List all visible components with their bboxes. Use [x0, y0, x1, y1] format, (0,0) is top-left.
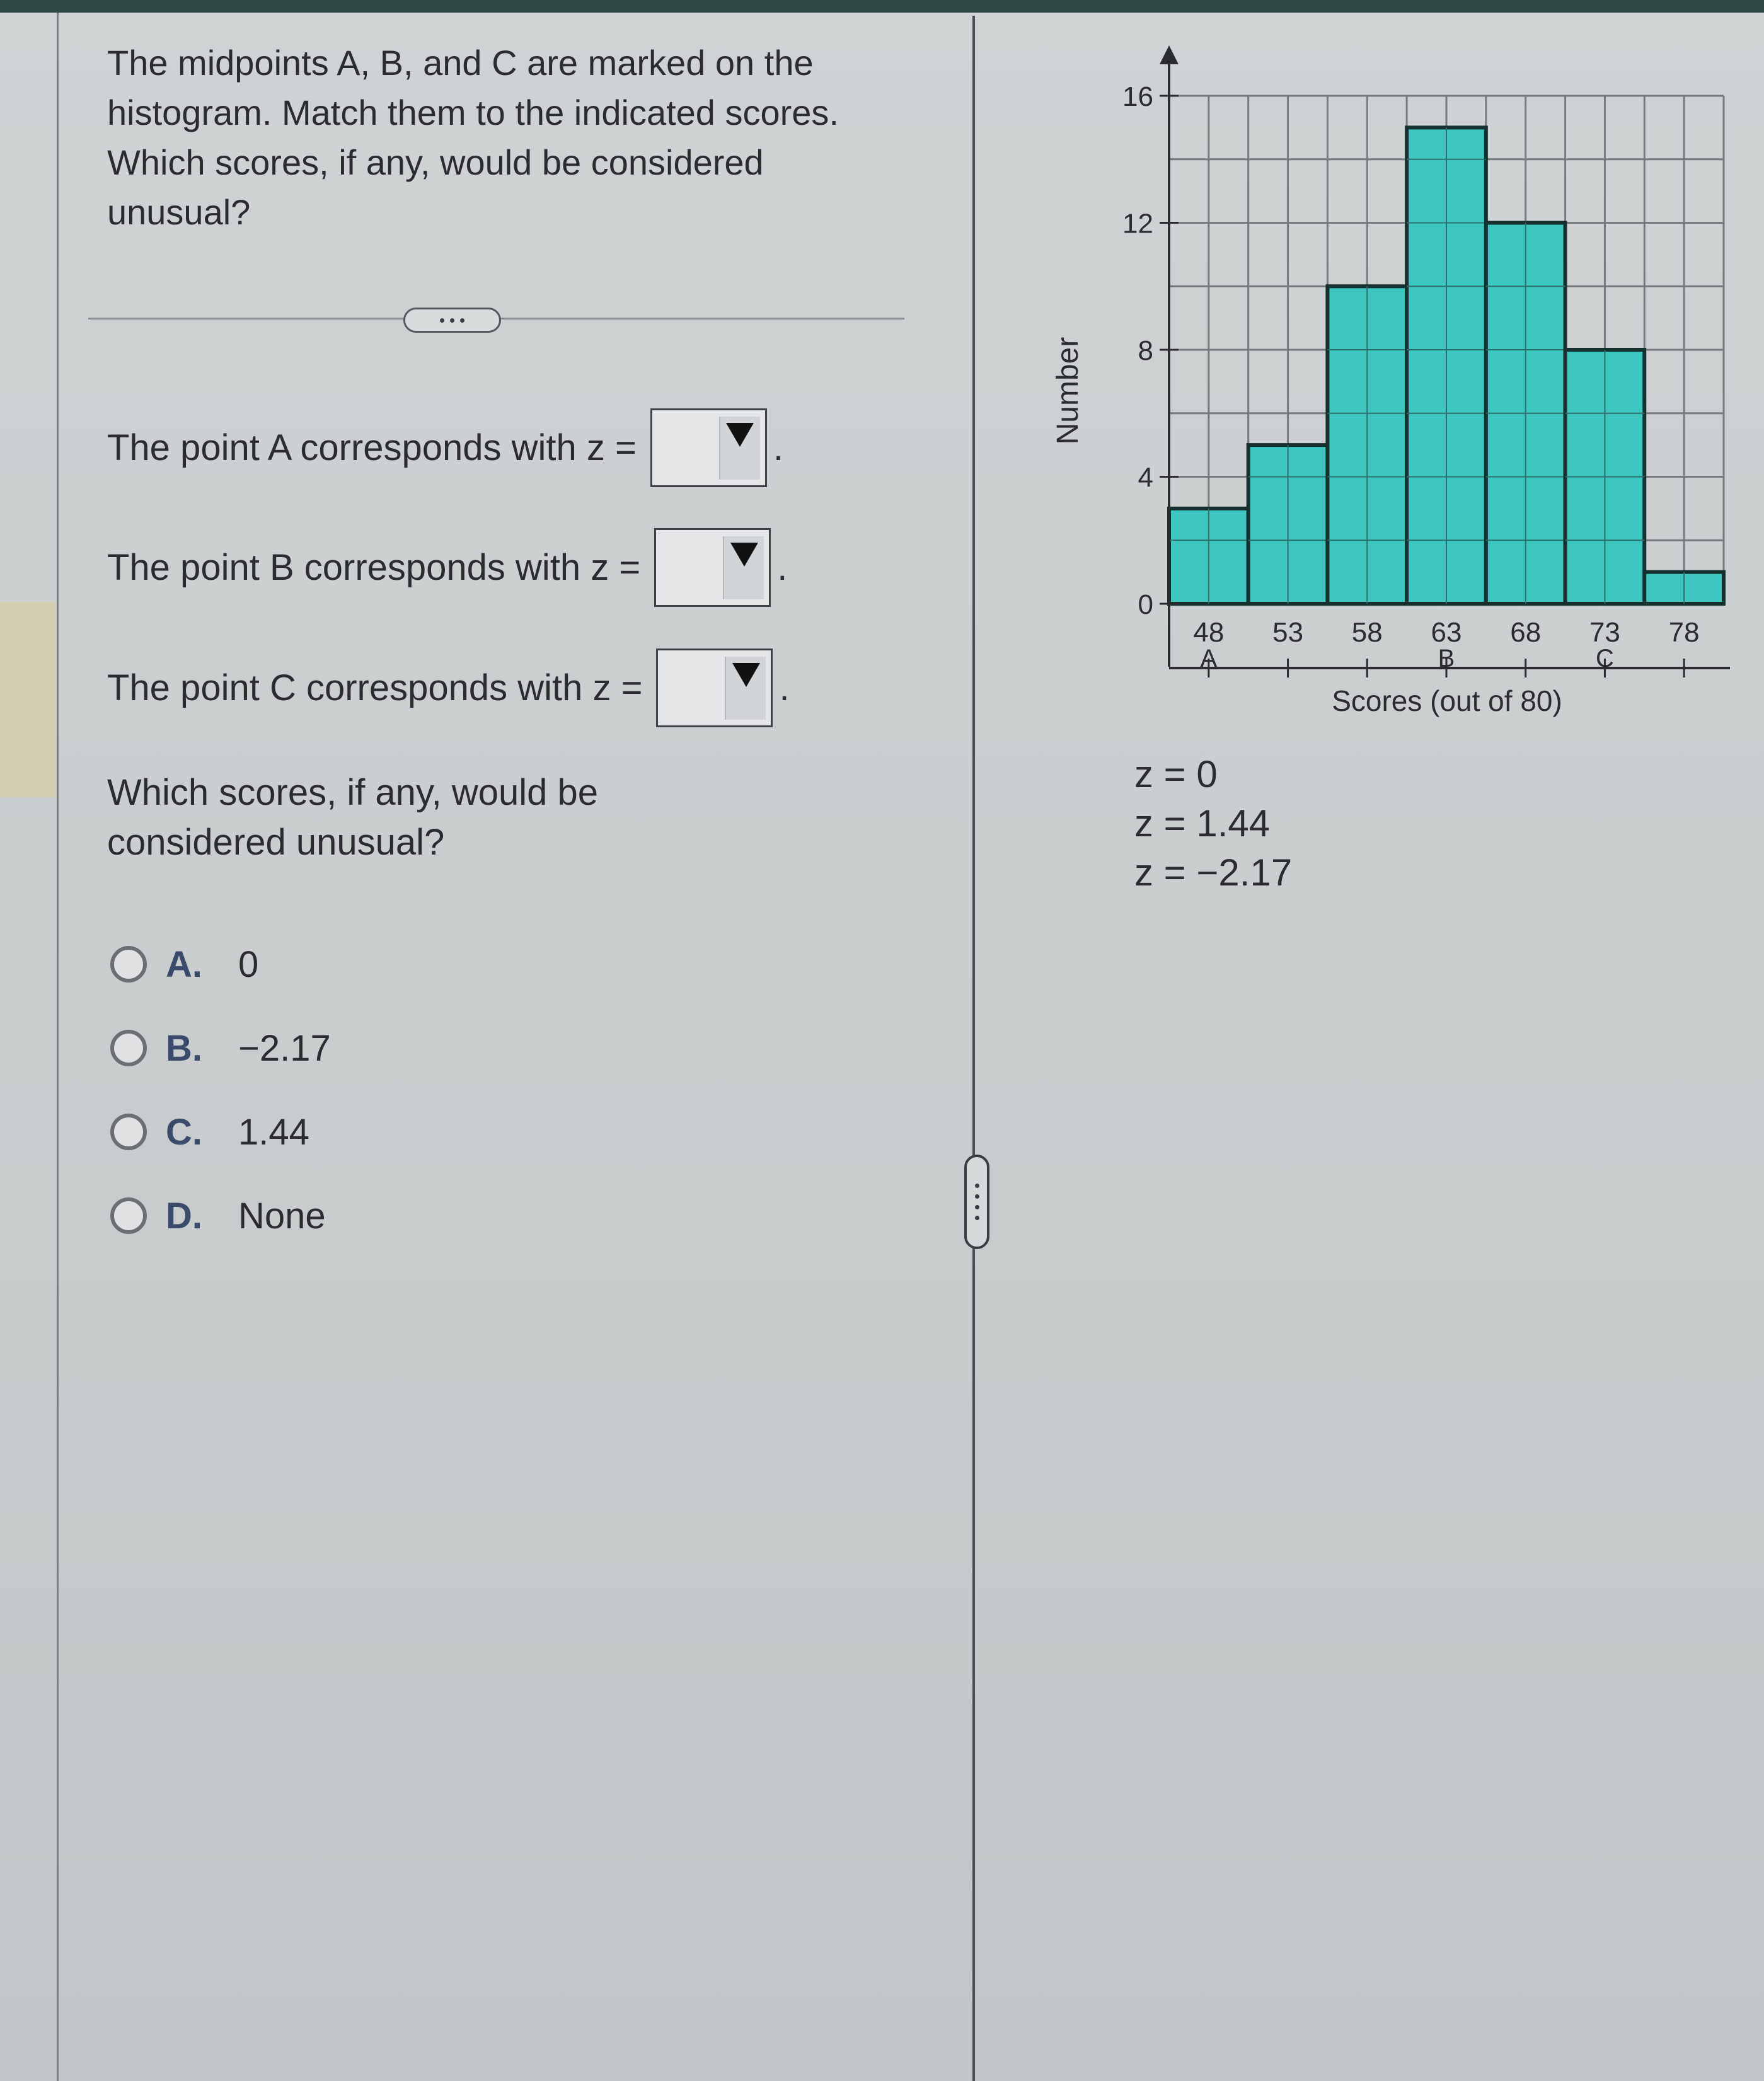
option-letter: D.	[166, 1195, 202, 1236]
expand-more-button[interactable]	[403, 308, 501, 333]
dropdown-arrow-icon[interactable]	[725, 657, 766, 720]
chart-bars	[1169, 127, 1724, 604]
x-tick-label: 78	[1668, 617, 1700, 648]
option-a[interactable]	[110, 939, 258, 989]
radio-button[interactable]	[110, 1197, 147, 1234]
z-row-c: The point C corresponds with z = .	[107, 647, 790, 729]
dot-icon	[440, 318, 444, 323]
unusual-question: Which scores, if any, would be considered unusual?	[107, 772, 599, 863]
z-row-a-label: The point A corresponds with z =	[107, 427, 637, 468]
dot-icon	[450, 318, 454, 323]
option-c[interactable]	[110, 1107, 309, 1157]
left-accent-strip	[0, 602, 55, 797]
option-value: 0	[238, 943, 259, 985]
option-b[interactable]	[110, 1023, 331, 1073]
z-dropdown-b[interactable]	[654, 528, 771, 607]
x-axis-label: Scores (out of 80)	[1332, 684, 1562, 717]
option-value: 1.44	[238, 1111, 309, 1153]
dot-icon	[975, 1194, 979, 1199]
z-value-item: z = 1.44	[1134, 802, 1271, 845]
histogram-chart	[1034, 38, 1746, 731]
dropdown-arrow-icon[interactable]	[719, 417, 760, 480]
x-tick-label: 53	[1272, 617, 1304, 648]
z-value-item: z = −2.17	[1134, 851, 1293, 894]
z-dropdown-a[interactable]	[650, 408, 767, 487]
y-axis-label: Number	[1051, 337, 1085, 445]
z-row-b: The point B corresponds with z = .	[107, 526, 787, 608]
option-letter: B.	[166, 1027, 202, 1069]
panel-divider[interactable]	[972, 16, 975, 2081]
midpoint-marker-label: B	[1438, 645, 1455, 672]
option-d[interactable]	[110, 1190, 326, 1241]
dropdown-arrow-icon[interactable]	[723, 536, 764, 599]
y-tick-label: 0	[1138, 589, 1153, 620]
radio-button[interactable]	[110, 1114, 147, 1150]
y-tick-label: 8	[1138, 335, 1153, 366]
dot-icon	[460, 318, 464, 323]
option-value: None	[238, 1195, 326, 1236]
z-row-c-label: The point C corresponds with z =	[107, 667, 643, 708]
y-axis-arrow-icon	[1160, 45, 1179, 64]
x-tick-label: 68	[1510, 617, 1542, 648]
left-border	[57, 13, 59, 2081]
x-tick-label: 58	[1351, 617, 1383, 648]
top-bar	[0, 0, 1764, 13]
x-tick-label: 73	[1589, 617, 1620, 648]
y-tick-label: 16	[1122, 81, 1153, 112]
midpoint-marker-label: A	[1200, 645, 1218, 672]
x-tick-label: 63	[1431, 617, 1462, 648]
option-letter: C.	[166, 1111, 202, 1153]
y-tick-label: 4	[1138, 462, 1153, 493]
z-value-item: z = 0	[1134, 753, 1218, 795]
z-row-a: The point A corresponds with z = .	[107, 406, 783, 488]
option-value: −2.17	[238, 1027, 331, 1069]
dot-icon	[975, 1205, 979, 1209]
dot-icon	[975, 1184, 979, 1188]
z-row-b-label: The point B corresponds with z =	[107, 546, 641, 588]
panel-resize-handle[interactable]	[964, 1155, 989, 1249]
question-prompt: The midpoints A, B, and C are marked on the histogram. Match them to the indicated scores. Which scores, if any, would be considered unusual?	[107, 43, 839, 232]
dot-icon	[975, 1216, 979, 1220]
radio-button[interactable]	[110, 946, 147, 983]
z-value-list	[1134, 750, 1292, 897]
midpoint-marker-label: C	[1595, 645, 1614, 672]
radio-button[interactable]	[110, 1030, 147, 1066]
x-tick-label: 48	[1193, 617, 1225, 648]
y-tick-label: 12	[1122, 208, 1153, 239]
option-letter: A.	[166, 943, 202, 985]
z-dropdown-c[interactable]	[656, 649, 773, 727]
